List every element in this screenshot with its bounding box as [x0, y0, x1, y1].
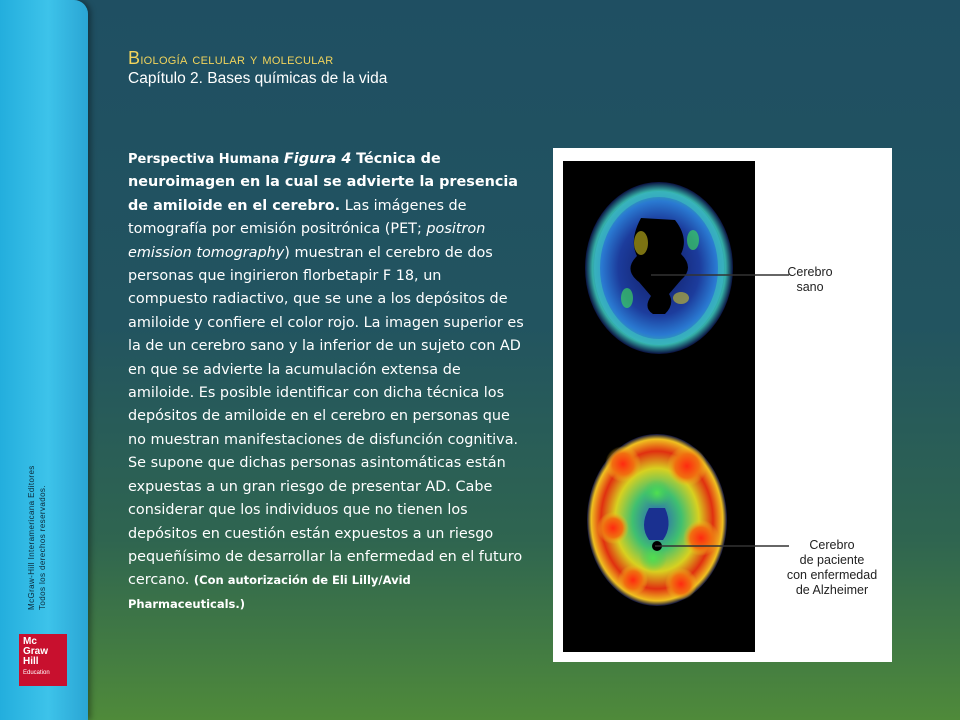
- copyright-line-1: McGraw-Hill Interamericana Editores: [27, 465, 36, 610]
- alzheimer-label-line-3: con enfermedad: [786, 568, 878, 582]
- chapter-subtitle: Capítulo 2. Bases químicas de la vida: [128, 70, 388, 87]
- slide-header: [128, 48, 387, 88]
- figure-caption: [128, 148, 524, 616]
- caption-text-2: ) muestran el cerebro de dos personas que ingirieron florbetapir F 18, un compuesto radiactivo, que se une a los depósitos de amiloide y confiere el color rojo. La imagen superior es la de un cerebro sano y la inferior de un sujeto con AD en que se advierte la acumulación extensa de amiloide. Es posible identificar con dicha técnica los depósitos de amiloide en el cerebro en personas que no muestran manifestaciones de disfunción cognitiva. Se supone que dichas personas asintomáticas están expuestas a un gran riesgo de presentar AD. Cabe considerar que los individuos que no tienen los depósitos en cuestión están expuestos a un riesgo pequeñísimo de desarrollar la enfermedad en el futuro cercano.: [128, 244, 524, 589]
- logo-line-1: Mc: [23, 636, 37, 647]
- alzheimer-label-line-2: de paciente: [799, 553, 865, 567]
- book-title-rest: iología celular y molecular: [140, 51, 334, 68]
- logo-line-2: Graw: [23, 646, 49, 657]
- healthy-label-line-2: sano: [796, 280, 824, 294]
- book-title-initial: B: [128, 48, 141, 68]
- alzheimer-label-line-4: de Alzheimer: [795, 583, 869, 597]
- healthy-label-line-1: Cerebro: [787, 265, 833, 279]
- copyright-line-2: Todos los derechos reservados.: [38, 485, 47, 610]
- logo-line-3: Hill: [23, 656, 39, 667]
- copyright-notice: [26, 410, 48, 610]
- caption-part-label: Perspectiva Humana: [128, 152, 280, 167]
- healthy-brain-scan: [585, 182, 733, 354]
- caption-credit: (Con autorización de Eli Lilly/Avid Pharmaceuticals.): [128, 573, 411, 611]
- alzheimer-label-line-1: Cerebro: [809, 538, 855, 552]
- alzheimer-brain-scan: [587, 434, 727, 606]
- side-bar: [0, 0, 88, 720]
- alzheimer-brain-label: [779, 538, 885, 598]
- caption-figure-label: Figura 4: [283, 151, 352, 167]
- caption-text-italic: positron emission tomography: [128, 221, 486, 261]
- caption-title: Técnica de neuroimagen en la cual se advierte la presencia de amiloide en el cerebro.: [128, 151, 519, 214]
- mcgraw-hill-logo: [19, 634, 67, 686]
- pet-scan-figure: [553, 148, 892, 662]
- logo-line-4: Education: [23, 670, 50, 676]
- caption-text-1: Las imágenes de tomografía por emisión positrónica (PET;: [128, 197, 467, 238]
- book-title: [128, 48, 387, 69]
- healthy-brain-label: [777, 265, 843, 295]
